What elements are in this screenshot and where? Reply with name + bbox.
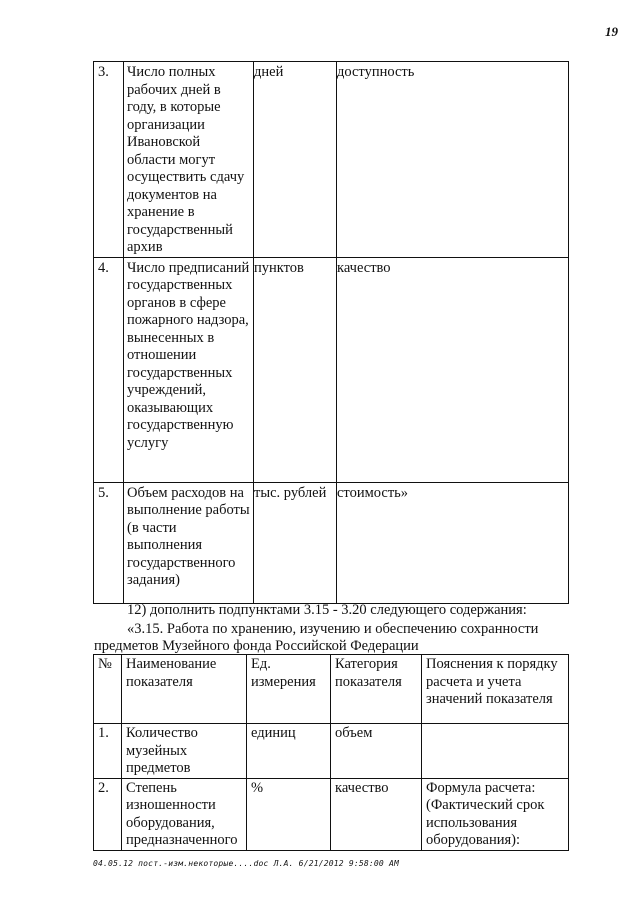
- indicator-name: Объем расходов на выполнение работы (в части выполнения государственного задания): [124, 482, 254, 603]
- indicator-unit: тыс. рублей: [254, 482, 337, 603]
- table-row: [94, 724, 569, 779]
- row-number: 5.: [94, 482, 124, 603]
- indicator-category: качество: [337, 257, 569, 482]
- header-explanation: Пояснения к порядку расчета и учета значений показателя: [422, 655, 569, 724]
- indicator-name: Степень изношенности оборудования, предназначенного: [122, 778, 247, 850]
- indicator-unit: %: [247, 778, 331, 850]
- table-row: [94, 257, 569, 482]
- indicator-name: Число полных рабочих дней в году, в которые организации Ивановской области могут осуществить сдачу документов на хранение в государственный архив: [124, 62, 254, 258]
- row-number: 2.: [94, 778, 122, 850]
- row-number: 1.: [94, 724, 122, 779]
- row-number: 4.: [94, 257, 124, 482]
- indicator-unit: единиц: [247, 724, 331, 779]
- indicator-category: доступность: [337, 62, 569, 258]
- indicator-category: объем: [331, 724, 422, 779]
- header-category: Категория показателя: [331, 655, 422, 724]
- section-title-line-2: предметов Музейного фонда Российской Федерации: [94, 638, 419, 654]
- indicator-category: стоимость»: [337, 482, 569, 603]
- indicator-unit: пунктов: [254, 257, 337, 482]
- indicator-name: Число предписаний государственных органов в сфере пожарного надзора, вынесенных в отношении государственных учреждений, оказывающих государственную услугу: [124, 257, 254, 482]
- indicators-table-continued: [93, 61, 569, 604]
- table-row: [94, 778, 569, 850]
- museum-indicators-table: [93, 654, 569, 851]
- amendment-paragraph: 12) дополнить подпунктами 3.15 - 3.20 следующего содержания:: [127, 602, 527, 618]
- indicator-unit: дней: [254, 62, 337, 258]
- table-header-row: [94, 655, 569, 724]
- row-number: 3.: [94, 62, 124, 258]
- indicator-explanation: [422, 724, 569, 779]
- indicator-category: качество: [331, 778, 422, 850]
- document-footer: 04.05.12 пост.-изм.некоторые....doc Л.А. 6/21/2012 9:58:00 AM: [93, 859, 400, 868]
- indicator-name: Количество музейных предметов: [122, 724, 247, 779]
- table-row: [94, 62, 569, 258]
- header-name: Наименование показателя: [122, 655, 247, 724]
- indicator-explanation: Формула расчета: (Фактический срок использования оборудования):: [422, 778, 569, 850]
- header-unit: Ед. измерения: [247, 655, 331, 724]
- page-number: 19: [605, 24, 618, 39]
- table-row: [94, 482, 569, 603]
- header-num: №: [94, 655, 122, 724]
- section-title-line-1: «3.15. Работа по хранению, изучению и обеспечению сохранности: [127, 621, 539, 637]
